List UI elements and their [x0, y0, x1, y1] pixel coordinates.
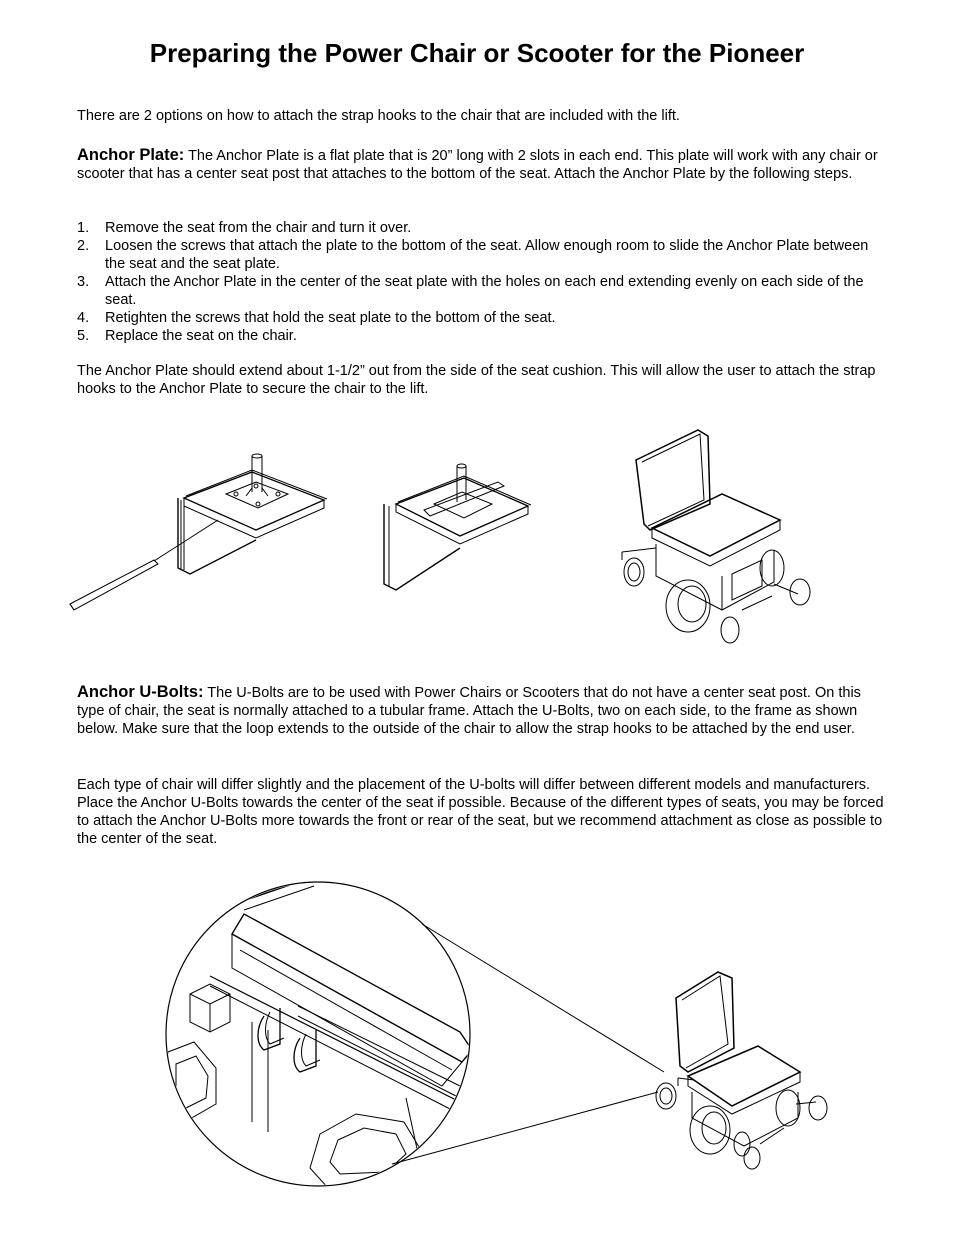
anchor-ubolts-text: The U-Bolts are to be used with Power Chairs or Scooters that do not have a center seat post. On this type of chair, the seat is normally attached to a tubular frame. Attach the U-Bolts, two on each side, to the frame as shown below. Make sure that the loop extends to the outside of the chair to allow the strap hooks to be attached by the end user. [77, 685, 861, 737]
anchor-ubolts-paragraph [77, 683, 889, 738]
step-text: Loosen the screws that attach the plate to the bottom of the seat. Allow enough room to slide the Anchor Plate between the seat and the seat plate. [105, 238, 869, 272]
step-text: Attach the Anchor Plate in the center of the seat plate with the holes on each end extending evenly on each side of the seat. [105, 274, 864, 308]
anchor-plate-installed-illustration [378, 460, 538, 596]
anchor-ubolts-heading: Anchor U-Bolts: [77, 683, 204, 701]
anchor-plate-paragraph [77, 146, 889, 183]
anchor-ubolts-note: Each type of chair will differ slightly and the placement of the U-bolts will differ between different models and manufacturers. Place the Anchor U-Bolts towards the center of the seat if possible. Because of the different types of seats, you may be forced to attach the Anchor U-Bolts more towards the front or rear of the seat, but we recommend attachment as close as possible to the center of the seat. [77, 777, 884, 847]
anchor-plate-insert-illustration [66, 448, 336, 614]
step-number: 1. [77, 220, 90, 236]
list-item [77, 237, 877, 273]
step-number: 5. [77, 328, 90, 344]
step-number: 2. [77, 238, 90, 254]
list-item [77, 219, 877, 237]
ubolt-detail-illustration [160, 872, 832, 1192]
anchor-plate-note: The Anchor Plate should extend about 1-1/2” out from the side of the seat cushion. This will allow the user to attach the strap hooks to the Anchor Plate to secure the chair to the lift. [77, 363, 876, 397]
list-item [77, 273, 877, 309]
step-text: Retighten the screws that hold the seat plate to the bottom of the seat. [105, 310, 556, 326]
intro-paragraph: There are 2 options on how to attach the strap hooks to the chair that are included with the lift. [77, 108, 680, 124]
step-text: Remove the seat from the chair and turn it over. [105, 220, 412, 236]
anchor-plate-steps [77, 219, 877, 345]
power-chair-illustration [612, 424, 824, 648]
list-item [77, 309, 877, 327]
step-text: Replace the seat on the chair. [105, 328, 297, 344]
anchor-plate-text: The Anchor Plate is a flat plate that is 20” long with 2 slots in each end. This plate will work with any chair or scooter that has a center seat post that attaches to the bottom of the seat. Attach the Anchor Plate by the following steps. [77, 148, 878, 182]
list-item [77, 327, 877, 345]
anchor-plate-heading: Anchor Plate: [77, 146, 185, 164]
page-title: Preparing the Power Chair or Scooter for the Pioneer [149, 38, 805, 68]
step-number: 4. [77, 310, 90, 326]
step-number: 3. [77, 274, 90, 290]
